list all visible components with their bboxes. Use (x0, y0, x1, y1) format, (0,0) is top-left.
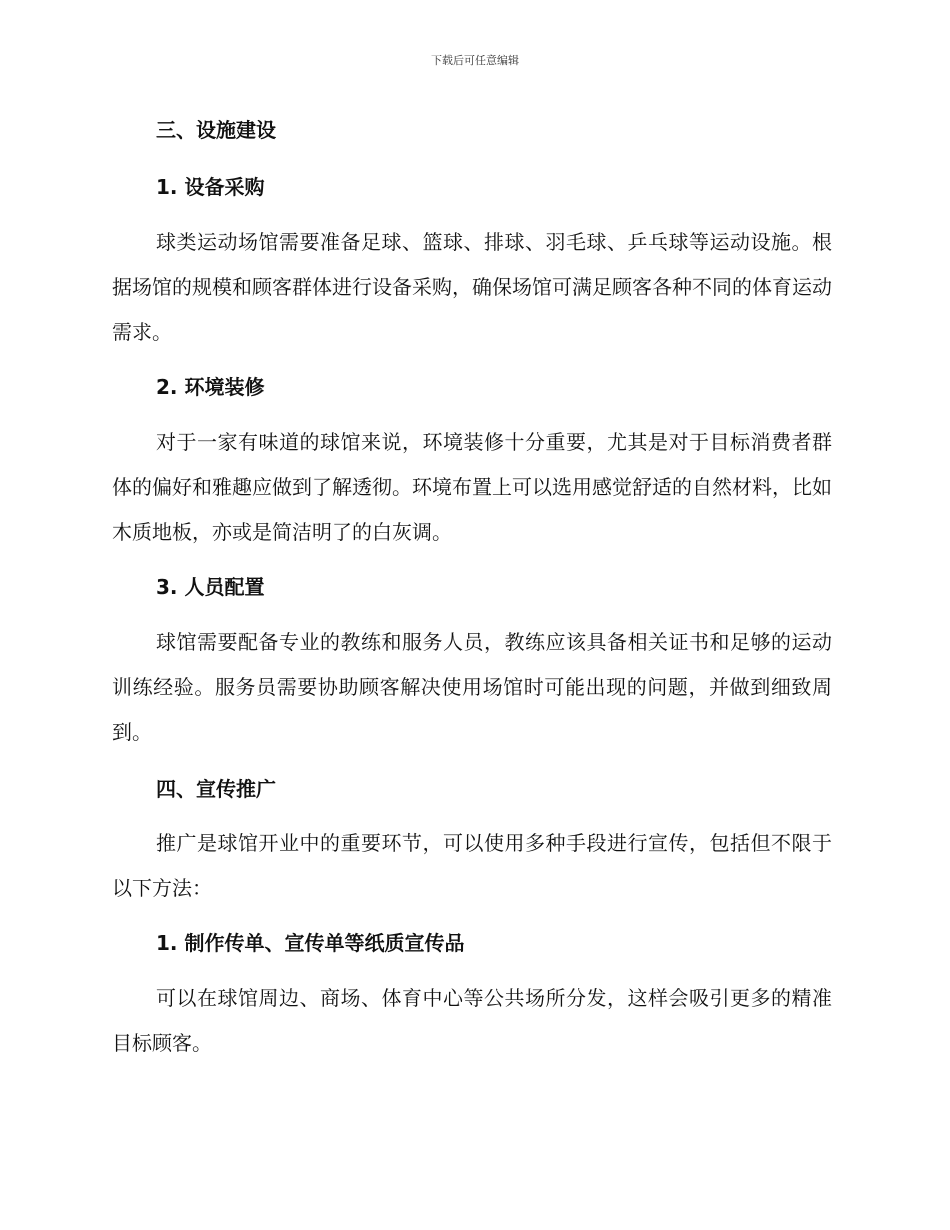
subheading-equipment: 1. 设备采购 (156, 175, 265, 199)
paragraph-promotion-intro: 推广是球馆开业中的重要环节，可以使用多种手段进行宣传，包括但不限于以下方法： (112, 831, 832, 900)
paragraph-flyers: 可以在球馆周边、商场、体育中心等公共场所分发，这样会吸引更多的精准目标顾客。 (112, 986, 832, 1055)
document-body (112, 110, 832, 1066)
page-header-note: 下载后可任意编辑 (431, 54, 519, 67)
section-heading-facilities: 三、设施建设 (156, 118, 276, 142)
subheading-staffing: 3. 人员配置 (156, 575, 265, 599)
section-heading-promotion: 四、宣传推广 (156, 777, 276, 801)
subheading-decoration: 2. 环境装修 (156, 375, 265, 399)
subheading-flyers: 1. 制作传单、宣传单等纸质宣传品 (156, 931, 465, 955)
paragraph-equipment: 球类运动场馆需要准备足球、篮球、排球、羽毛球、乒乓球等运动设施。根据场馆的规模和顾客群体进行设备采购，确保场馆可满足顾客各种不同的体育运动需求。 (112, 230, 832, 344)
paragraph-decoration: 对于一家有味道的球馆来说，环境装修十分重要，尤其是对于目标消费者群体的偏好和雅趣应做到了解透彻。环境布置上可以选用感觉舒适的自然材料，比如木质地板，亦或是简洁明了的白灰调。 (112, 430, 832, 544)
paragraph-staffing: 球馆需要配备专业的教练和服务人员，教练应该具备相关证书和足够的运动训练经验。服务员需要协助顾客解决使用场馆时可能出现的问题，并做到细致周到。 (112, 630, 832, 744)
